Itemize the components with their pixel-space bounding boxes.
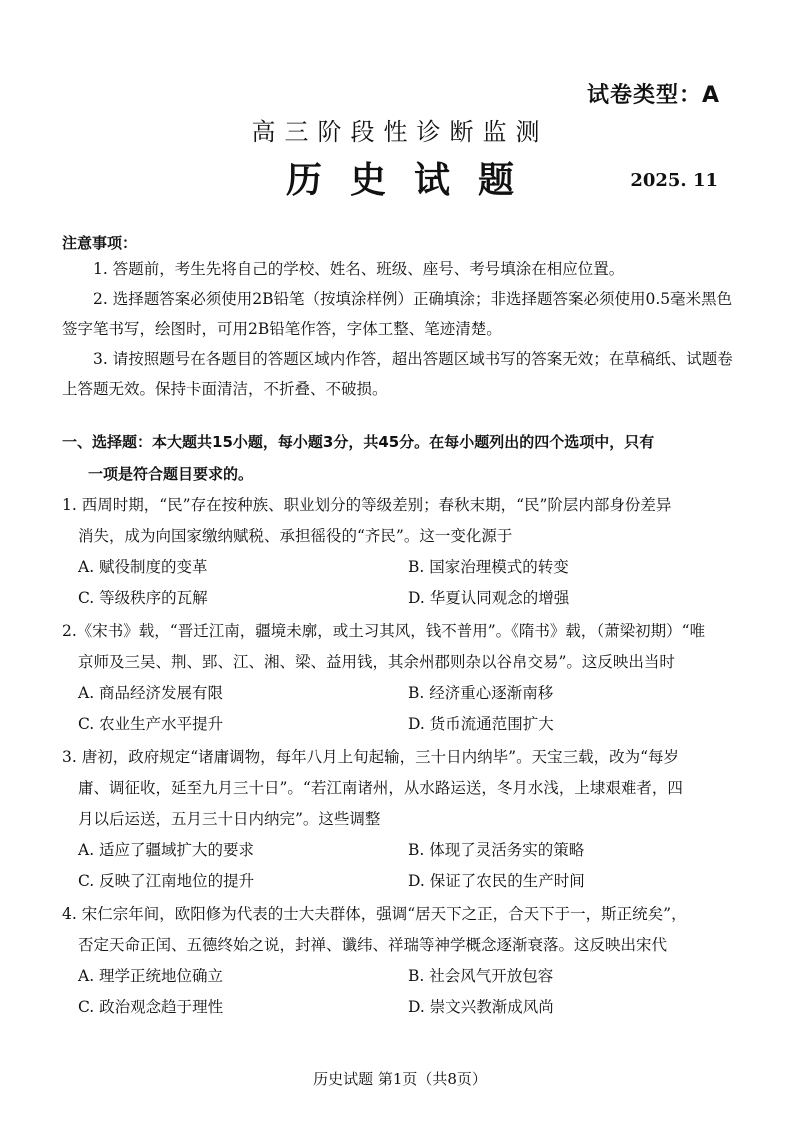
- option-d: D. 华夏认同观念的增强: [408, 589, 570, 607]
- stem-line: 3. 唐初，政府规定“诸庸调物，每年八月上旬起输，三十日内纳毕”。天宝三载，改为“每岁: [62, 748, 679, 766]
- option-b: B. 社会风气开放包容: [408, 967, 554, 985]
- option-a: A. 赋役制度的变革: [78, 558, 208, 576]
- stem-line: 2.《宋书》载，“晋迁江南，疆境未廓，或土习其风，钱不普用”。《隋书》载，（萧梁初期）“唯: [62, 622, 706, 640]
- question-2: [62, 616, 738, 740]
- question-stem: [62, 616, 738, 678]
- paper-type-label: 试卷类型：A: [586, 83, 720, 108]
- notice-list: [62, 254, 734, 404]
- option-d: D. 货币流通范围扩大: [408, 715, 554, 733]
- exam-date: 2025. 11: [630, 170, 718, 191]
- option-c: C. 等级秩序的瓦解: [78, 589, 208, 607]
- option-d: D. 崇文兴教渐成风尚: [408, 998, 554, 1016]
- question-list: [62, 490, 738, 1025]
- stem-line: 4. 宋仁宗年间，欧阳修为代表的士大夫群体，强调“居天下之正，合天下于一，斯正统矣”，: [62, 905, 687, 923]
- question-stem: [62, 899, 738, 961]
- stem-line: 1. 西周时期，“民”存在按种族、职业划分的等级差别；春秋末期，“民”阶层内部身份差异: [62, 496, 672, 514]
- notice-item: 2. 选择题答案必须使用2B铅笔（按填涂样例）正确填涂；非选择题答案必须使用0.5毫米黑色签字笔书写，绘图时，可用2B铅笔作答，字体工整、笔迹清楚。: [62, 290, 733, 338]
- option-c: C. 政治观念趋于理性: [78, 998, 224, 1016]
- question-3: [62, 742, 738, 897]
- section-heading-line: 一、选择题：本大题共15小题，每小题3分，共45分。在每小题列出的四个选项中，只有: [62, 433, 655, 451]
- option-c: C. 反映了江南地位的提升: [78, 872, 255, 890]
- option-b: B. 经济重心逐渐南移: [408, 684, 554, 702]
- option-a: A. 商品经济发展有限: [78, 684, 224, 702]
- stem-line: 否定天命正闰、五德终始之说，封禅、谶纬、祥瑞等神学概念逐渐衰落。这反映出宋代: [78, 936, 668, 954]
- section-heading: [62, 426, 738, 490]
- options: [78, 961, 738, 1023]
- options: [78, 552, 738, 614]
- options: [78, 678, 738, 740]
- notice-heading: 注意事项：: [62, 234, 138, 252]
- exam-title: 历史试题: [285, 160, 542, 201]
- option-c: C. 农业生产水平提升: [78, 715, 224, 733]
- question-stem: [62, 742, 738, 835]
- option-b: B. 体现了灵活务实的策略: [408, 841, 585, 859]
- option-a: A. 理学正统地位确立: [78, 967, 224, 985]
- question-1: [62, 490, 738, 614]
- notice-item: 1. 答题前，考生先将自己的学校、姓名、班级、座号、考号填涂在相应位置。: [93, 260, 625, 278]
- option-d: D. 保证了农民的生产时间: [408, 872, 585, 890]
- question-4: [62, 899, 738, 1023]
- options: [78, 835, 738, 897]
- stem-line: 月以后运送，五月三十日内纳完”。这些调整: [78, 810, 381, 828]
- section-heading-line: 一项是符合题目要求的。: [88, 465, 254, 483]
- page-footer: 历史试题 第1页（共8页）: [313, 1070, 487, 1088]
- exam-subtitle: 高三阶段性诊断监测: [251, 118, 549, 146]
- option-b: B. 国家治理模式的转变: [408, 558, 569, 576]
- option-a: A. 适应了疆域扩大的要求: [78, 841, 255, 859]
- notice-item: 3. 请按照题号在各题目的答题区域内作答，超出答题区域书写的答案无效；在草稿纸、试题卷上答题无效。保持卡面清洁，不折叠、不破损。: [62, 350, 733, 398]
- stem-line: 消失，成为向国家缴纳赋税、承担徭役的“齐民”。这一变化源于: [78, 527, 513, 545]
- question-stem: [62, 490, 738, 552]
- stem-line: 庸、调征收，延至九月三十日”。“若江南诸州，从水路运送，冬月水浅，上埭艰难者，四: [78, 779, 683, 797]
- stem-line: 京师及三吴、荆、郢、江、湘、梁、益用钱，其余州郡则杂以谷帛交易”。这反映出当时: [78, 653, 675, 671]
